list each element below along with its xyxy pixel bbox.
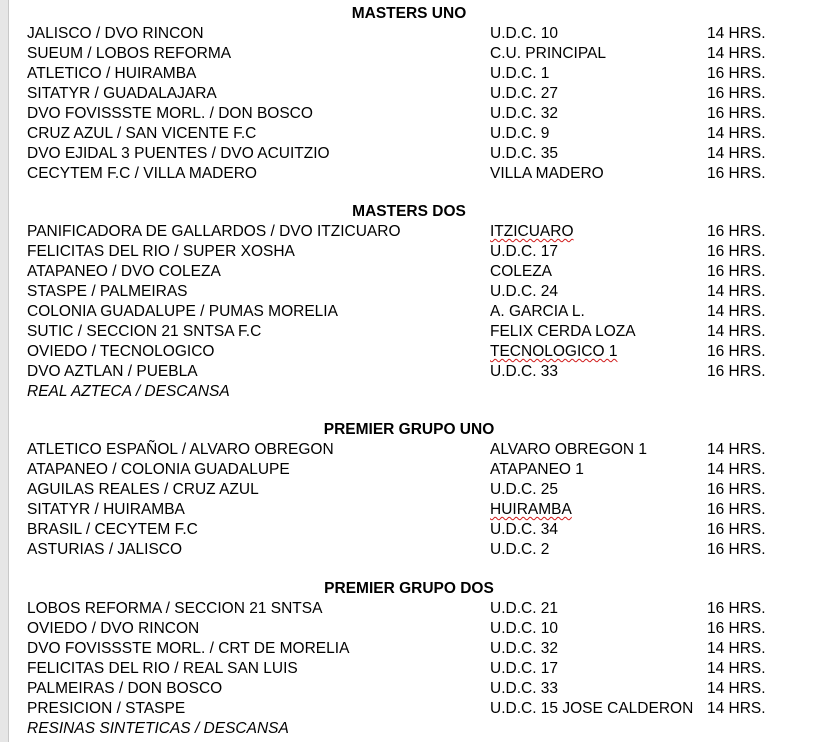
- time-cell: 16 HRS.: [707, 343, 766, 360]
- venue-cell: TECNOLOGICO 1: [490, 343, 618, 360]
- venue-cell: U.D.C. 1: [490, 65, 550, 82]
- time-cell: 16 HRS.: [707, 165, 766, 182]
- table-row: [9, 699, 809, 719]
- section-title: PREMIER GRUPO UNO: [323, 421, 495, 438]
- table-row: [9, 460, 809, 480]
- time-cell: 14 HRS.: [707, 283, 766, 300]
- table-row: [9, 679, 809, 699]
- time-cell: 14 HRS.: [707, 303, 766, 320]
- time-cell: 14 HRS.: [707, 323, 766, 340]
- time-cell: 14 HRS.: [707, 25, 766, 42]
- time-cell: 14 HRS.: [707, 441, 766, 458]
- section-title: MASTERS DOS: [352, 203, 466, 220]
- time-cell: 16 HRS.: [707, 263, 766, 280]
- table-row: [9, 144, 809, 164]
- venue-cell: ITZICUARO: [490, 223, 574, 240]
- match-cell: COLONIA GUADALUPE / PUMAS MORELIA: [27, 303, 338, 320]
- venue-cell: U.D.C. 32: [490, 105, 559, 122]
- table-row: [9, 222, 809, 242]
- table-row: [9, 440, 809, 460]
- time-cell: 14 HRS.: [707, 125, 766, 142]
- table-row: [9, 619, 809, 639]
- rest-row: [9, 382, 809, 402]
- match-cell: OVIEDO / TECNOLOGICO: [27, 343, 215, 360]
- time-cell: 16 HRS.: [707, 541, 766, 558]
- venue-cell: ATAPANEO 1: [490, 461, 584, 478]
- table-row: [9, 302, 809, 322]
- venue-cell: U.D.C. 33: [490, 680, 559, 697]
- table-row: [9, 322, 809, 342]
- time-cell: 16 HRS.: [707, 501, 766, 518]
- venue-cell: FELIX CERDA LOZA: [490, 323, 636, 340]
- venue-cell: A. GARCIA L.: [490, 303, 585, 320]
- venue-cell: U.D.C. 32: [490, 640, 559, 657]
- table-row: [9, 262, 809, 282]
- venue-cell: U.D.C. 25: [490, 481, 559, 498]
- venue-cell: C.U. PRINCIPAL: [490, 45, 606, 62]
- section-title: MASTERS UNO: [351, 5, 467, 22]
- venue-cell: U.D.C. 24: [490, 283, 559, 300]
- match-cell: SITATYR / HUIRAMBA: [27, 501, 185, 518]
- table-row: [9, 480, 809, 500]
- match-cell: ATLETICO / HUIRAMBA: [27, 65, 197, 82]
- match-cell: DVO FOVISSSTE MORL. / DON BOSCO: [27, 105, 313, 122]
- time-cell: 16 HRS.: [707, 481, 766, 498]
- time-cell: 16 HRS.: [707, 105, 766, 122]
- match-cell: DVO EJIDAL 3 PUENTES / DVO ACUITZIO: [27, 145, 330, 162]
- time-cell: 14 HRS.: [707, 680, 766, 697]
- table-row: [9, 342, 809, 362]
- match-cell: AGUILAS REALES / CRUZ AZUL: [27, 481, 259, 498]
- time-cell: 16 HRS.: [707, 363, 766, 380]
- document-page: [8, 0, 827, 742]
- time-cell: 14 HRS.: [707, 660, 766, 677]
- venue-cell: VILLA MADERO: [490, 165, 604, 182]
- match-cell: ASTURIAS / JALISCO: [27, 541, 183, 558]
- match-cell: ATAPANEO / DVO COLEZA: [27, 263, 221, 280]
- time-cell: 14 HRS.: [707, 640, 766, 657]
- venue-cell: U.D.C. 34: [490, 521, 559, 538]
- match-cell: LOBOS REFORMA / SECCION 21 SNTSA: [27, 600, 323, 617]
- match-cell: DVO FOVISSSTE MORL. / CRT DE MORELIA: [27, 640, 350, 657]
- venue-cell: ALVARO OBREGON 1: [490, 441, 648, 458]
- table-row: [9, 124, 809, 144]
- venue-cell: HUIRAMBA: [490, 501, 572, 518]
- table-row: [9, 500, 809, 520]
- match-cell: OVIEDO / DVO RINCON: [27, 620, 200, 637]
- table-row: [9, 44, 809, 64]
- table-row: [9, 520, 809, 540]
- rest-note: REAL AZTECA / DESCANSA: [27, 383, 230, 400]
- section-title: PREMIER GRUPO DOS: [324, 580, 494, 597]
- venue-cell: U.D.C. 10: [490, 620, 559, 637]
- venue-cell: U.D.C. 9: [490, 125, 550, 142]
- time-cell: 16 HRS.: [707, 243, 766, 260]
- match-cell: JALISCO / DVO RINCON: [27, 25, 204, 42]
- match-cell: ATAPANEO / COLONIA GUADALUPE: [27, 461, 290, 478]
- match-cell: ATLETICO ESPAÑOL / ALVARO OBREGON: [27, 441, 334, 458]
- venue-cell: U.D.C. 10: [490, 25, 559, 42]
- time-cell: 14 HRS.: [707, 700, 766, 717]
- rest-row: [9, 719, 809, 739]
- match-cell: BRASIL / CECYTEM F.C: [27, 521, 198, 538]
- table-row: [9, 282, 809, 302]
- match-cell: SITATYR / GUADALAJARA: [27, 85, 217, 102]
- time-cell: 14 HRS.: [707, 145, 766, 162]
- table-row: [9, 24, 809, 44]
- table-row: [9, 599, 809, 619]
- match-cell: CECYTEM F.C / VILLA MADERO: [27, 165, 257, 182]
- match-cell: DVO AZTLAN / PUEBLA: [27, 363, 198, 380]
- table-row: [9, 84, 809, 104]
- venue-cell: COLEZA: [490, 263, 553, 280]
- time-cell: 16 HRS.: [707, 85, 766, 102]
- match-cell: CRUZ AZUL / SAN VICENTE F.C: [27, 125, 257, 142]
- table-row: [9, 540, 809, 560]
- time-cell: 16 HRS.: [707, 521, 766, 538]
- venue-cell: U.D.C. 35: [490, 145, 559, 162]
- table-row: [9, 362, 809, 382]
- match-cell: SUTIC / SECCION 21 SNTSA F.C: [27, 323, 262, 340]
- venue-cell: U.D.C. 17: [490, 660, 559, 677]
- table-row: [9, 104, 809, 124]
- match-cell: PANIFICADORA DE GALLARDOS / DVO ITZICUARO: [27, 223, 401, 240]
- venue-cell: U.D.C. 2: [490, 541, 550, 558]
- match-cell: PRESICION / STASPE: [27, 700, 186, 717]
- time-cell: 14 HRS.: [707, 461, 766, 478]
- time-cell: 16 HRS.: [707, 65, 766, 82]
- table-row: [9, 659, 809, 679]
- venue-cell: U.D.C. 27: [490, 85, 559, 102]
- time-cell: 16 HRS.: [707, 600, 766, 617]
- rest-note: RESINAS SINTETICAS / DESCANSA: [27, 720, 289, 737]
- table-row: [9, 164, 809, 184]
- time-cell: 16 HRS.: [707, 620, 766, 637]
- venue-cell: U.D.C. 33: [490, 363, 559, 380]
- table-row: [9, 639, 809, 659]
- time-cell: 14 HRS.: [707, 45, 766, 62]
- venue-cell: U.D.C. 17: [490, 243, 559, 260]
- match-cell: FELICITAS DEL RIO / REAL SAN LUIS: [27, 660, 298, 677]
- match-cell: FELICITAS DEL RIO / SUPER XOSHA: [27, 243, 295, 260]
- match-cell: PALMEIRAS / DON BOSCO: [27, 680, 223, 697]
- match-cell: SUEUM / LOBOS REFORMA: [27, 45, 232, 62]
- venue-cell: U.D.C. 21: [490, 600, 559, 617]
- table-row: [9, 64, 809, 84]
- time-cell: 16 HRS.: [707, 223, 766, 240]
- venue-cell: U.D.C. 15 JOSE CALDERON: [490, 700, 694, 717]
- match-cell: STASPE / PALMEIRAS: [27, 283, 188, 300]
- table-row: [9, 242, 809, 262]
